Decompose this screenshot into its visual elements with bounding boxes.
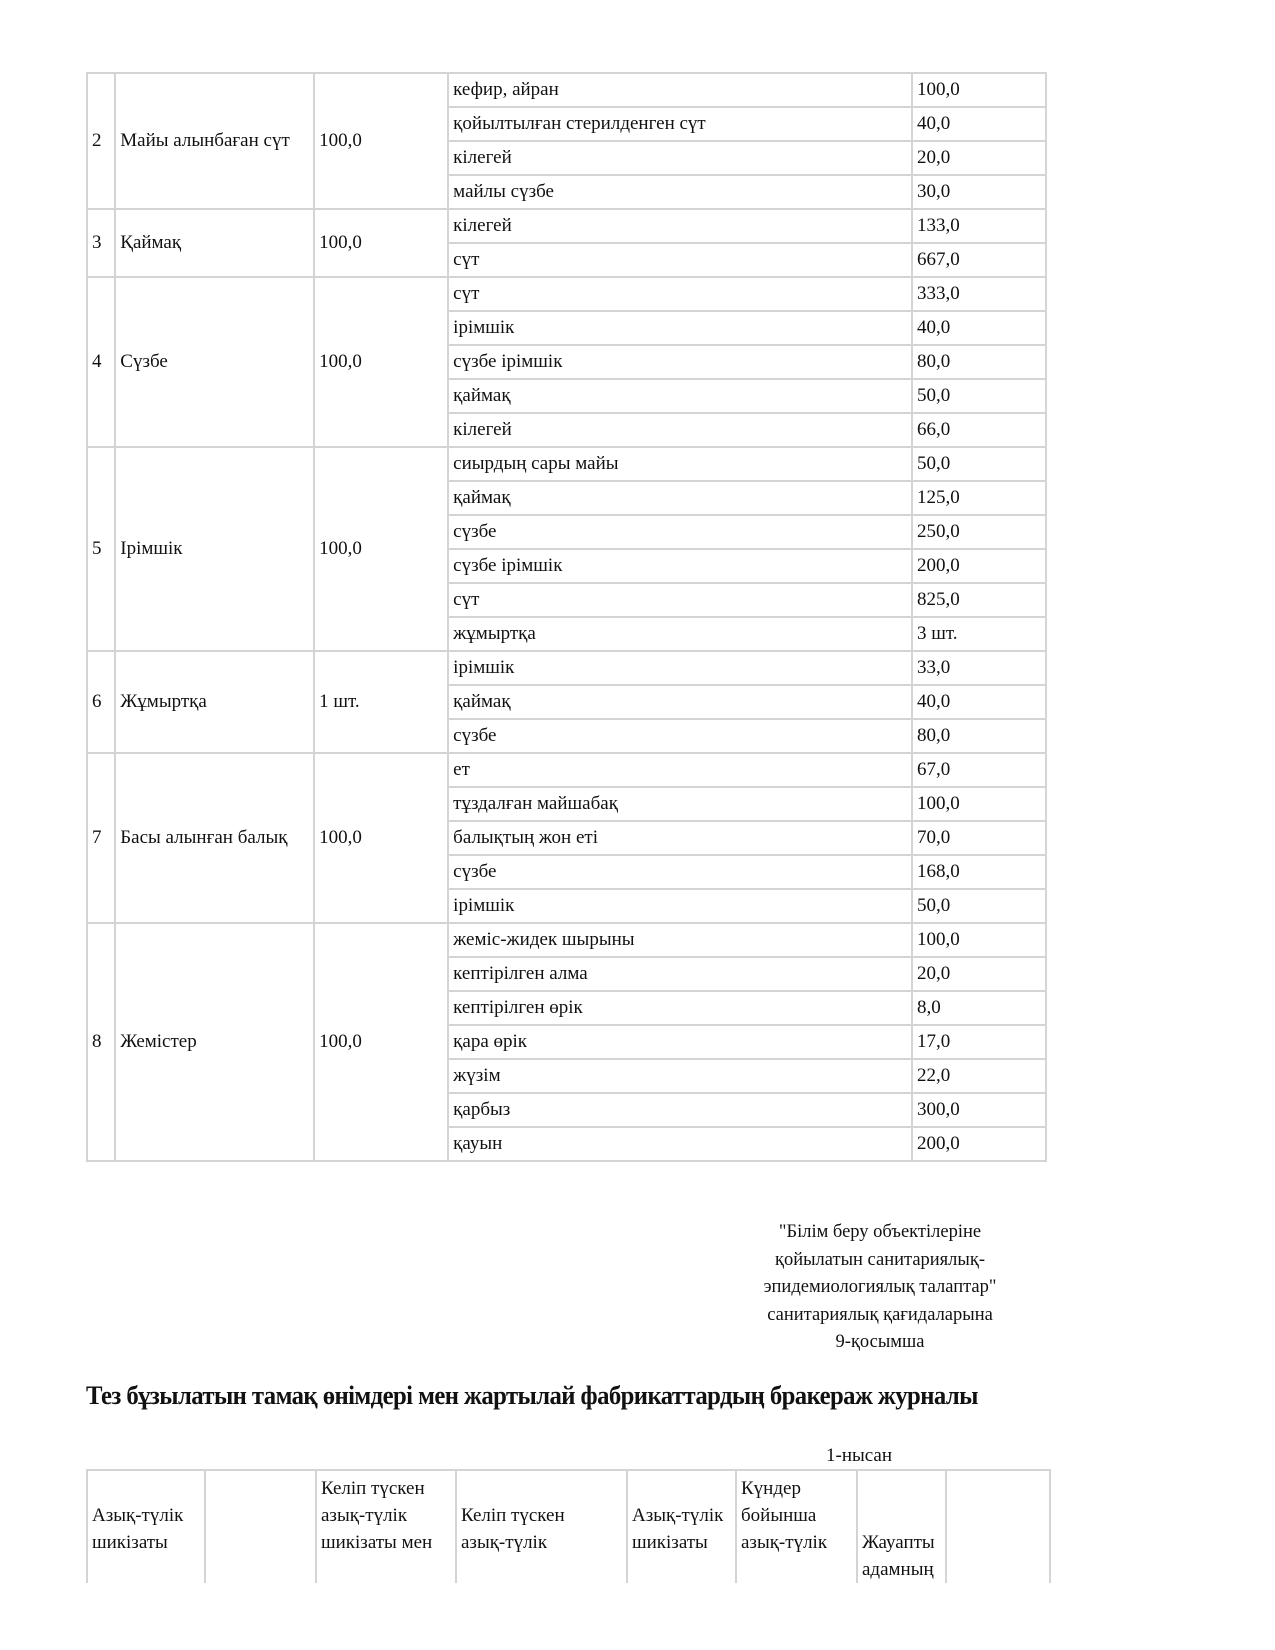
substitute-value: 50,0: [912, 379, 1046, 413]
substitute-name: сиырдың сары майы: [448, 447, 912, 481]
product-name: Майы алынбаған сүт: [115, 73, 314, 209]
row-number: 6: [87, 651, 115, 753]
substitute-name: жүзім: [448, 1059, 912, 1093]
journal-table: [86, 1469, 1051, 1583]
journal-header-line: Келіп түскен: [321, 1478, 425, 1499]
substitute-value: 40,0: [912, 311, 1046, 345]
journal-header-line: [951, 1529, 1045, 1556]
substitute-name: қарбыз: [448, 1093, 912, 1127]
journal-header-line: бойынша: [741, 1505, 817, 1526]
journal-header-line: шикізаты: [92, 1532, 168, 1553]
journal-header-line: азық-түлік: [321, 1505, 408, 1526]
substitute-name: кептірілген алма: [448, 957, 912, 991]
substitute-name: ет: [448, 753, 912, 787]
substitute-name: жұмыртқа: [448, 617, 912, 651]
substitute-value: 100,0: [912, 923, 1046, 957]
substitute-name: қаймақ: [448, 379, 912, 413]
row-number: 2: [87, 73, 115, 209]
substitute-value: 200,0: [912, 549, 1046, 583]
substitute-value: 3 шт.: [912, 617, 1046, 651]
journal-header-line: [862, 1502, 941, 1529]
table-row: [87, 447, 1046, 481]
journal-title: Тез бұзылатын тамақ өнімдері мен жартылай фабрикаттардың бракераж журналы: [86, 1381, 978, 1410]
table-row: [87, 209, 1046, 243]
row-number: 7: [87, 753, 115, 923]
substitute-name: сүзбе ірімшік: [448, 345, 912, 379]
table-row: [87, 651, 1046, 685]
substitute-value: 40,0: [912, 107, 1046, 141]
journal-header-cell: [316, 1470, 456, 1583]
journal-header-line: Күндер: [741, 1478, 801, 1499]
substitute-name: сүт: [448, 277, 912, 311]
table-row: [87, 753, 1046, 787]
substitute-value: 20,0: [912, 957, 1046, 991]
substitute-value: 80,0: [912, 719, 1046, 753]
substitute-value: 50,0: [912, 889, 1046, 923]
substitute-name: ірімшік: [448, 311, 912, 345]
product-name: Жемістер: [115, 923, 314, 1161]
substitute-value: 8,0: [912, 991, 1046, 1025]
substitute-value: 70,0: [912, 821, 1046, 855]
appendix-note: [730, 1219, 1030, 1357]
journal-header-line: Азық-түлік: [92, 1505, 184, 1526]
substitute-name: қаймақ: [448, 685, 912, 719]
row-number: 5: [87, 447, 115, 651]
substitute-value: 300,0: [912, 1093, 1046, 1127]
journal-header-line: адамның: [862, 1559, 934, 1580]
table-row: [87, 923, 1046, 957]
product-amount: 1 шт.: [314, 651, 448, 753]
product-amount: 100,0: [314, 753, 448, 923]
substitute-name: ірімшік: [448, 889, 912, 923]
appendix-note-line: эпидемиологиялық талаптар": [763, 1277, 997, 1297]
substitute-name: ірімшік: [448, 651, 912, 685]
substitute-name: балықтың жон еті: [448, 821, 912, 855]
substitute-name: кілегей: [448, 141, 912, 175]
journal-header-cell: [857, 1470, 946, 1583]
journal-header-line: [210, 1475, 311, 1502]
substitute-name: жеміс-жидек шырыны: [448, 923, 912, 957]
journal-header-cell: [87, 1470, 205, 1583]
product-name: Ірімшік: [115, 447, 314, 651]
journal-header-cell: [736, 1470, 857, 1583]
journal-header-line: [951, 1502, 1045, 1529]
journal-header-line: Жауапты: [862, 1532, 935, 1553]
journal-header-line: [461, 1475, 622, 1502]
table-row: [87, 277, 1046, 311]
substitute-name: сүзбе: [448, 515, 912, 549]
substitute-value: 133,0: [912, 209, 1046, 243]
journal-header-line: азық-түлік: [461, 1532, 548, 1553]
substitute-value: 100,0: [912, 73, 1046, 107]
journal-header-line: [210, 1529, 311, 1556]
product-name: Сүзбе: [115, 277, 314, 447]
journal-header-line: [92, 1475, 200, 1502]
substitute-name: кефир, айран: [448, 73, 912, 107]
substitute-value: 825,0: [912, 583, 1046, 617]
journal-header-line: [862, 1475, 941, 1502]
journal-header-line: [210, 1502, 311, 1529]
product-amount: 100,0: [314, 73, 448, 209]
substitute-name: майлы сүзбе: [448, 175, 912, 209]
substitute-value: 33,0: [912, 651, 1046, 685]
substitute-name: кілегей: [448, 209, 912, 243]
product-amount: 100,0: [314, 277, 448, 447]
substitute-value: 17,0: [912, 1025, 1046, 1059]
substitute-value: 168,0: [912, 855, 1046, 889]
journal-header-cell: [456, 1470, 627, 1583]
product-name: Жұмыртқа: [115, 651, 314, 753]
journal-header-line: шикізаты: [632, 1532, 708, 1553]
substitute-value: 333,0: [912, 277, 1046, 311]
product-amount: 100,0: [314, 923, 448, 1161]
appendix-note-line: қойылатын санитариялық-: [774, 1249, 985, 1270]
substitute-value: 40,0: [912, 685, 1046, 719]
row-number: 3: [87, 209, 115, 277]
product-amount: 100,0: [314, 447, 448, 651]
table-row: [87, 73, 1046, 107]
product-amount: 100,0: [314, 209, 448, 277]
journal-header-cell: [946, 1470, 1050, 1583]
journal-header-cell: [627, 1470, 736, 1583]
journal-header-line: [632, 1475, 731, 1502]
substitute-value: 20,0: [912, 141, 1046, 175]
substitute-name: кептірілген өрік: [448, 991, 912, 1025]
substitute-name: сүзбе: [448, 719, 912, 753]
journal-header-line: Келіп түскен: [461, 1505, 565, 1526]
substitute-name: сүт: [448, 243, 912, 277]
substitute-value: 80,0: [912, 345, 1046, 379]
product-name: Қаймақ: [115, 209, 314, 277]
substitute-value: 100,0: [912, 787, 1046, 821]
journal-header-row: [87, 1470, 1050, 1583]
substitute-name: қаймақ: [448, 481, 912, 515]
substitute-value: 66,0: [912, 413, 1046, 447]
substitute-value: 67,0: [912, 753, 1046, 787]
substitution-table: [86, 72, 1047, 1162]
row-number: 8: [87, 923, 115, 1161]
journal-header-line: Азық-түлік: [632, 1505, 724, 1526]
substitute-value: 667,0: [912, 243, 1046, 277]
substitute-value: 250,0: [912, 515, 1046, 549]
product-name: Басы алынған балық: [115, 753, 314, 923]
substitute-name: сүт: [448, 583, 912, 617]
substitute-value: 125,0: [912, 481, 1046, 515]
substitute-name: тұздалған майшабақ: [448, 787, 912, 821]
substitute-name: сүзбе: [448, 855, 912, 889]
substitute-name: кілегей: [448, 413, 912, 447]
substitute-value: 30,0: [912, 175, 1046, 209]
journal-header-line: азық-түлік: [741, 1532, 828, 1553]
appendix-note-line: "Білім беру объектілеріне: [778, 1222, 982, 1242]
form-number: 1-нысан: [826, 1445, 893, 1466]
journal-header-line: [951, 1475, 1045, 1502]
substitute-name: қауын: [448, 1127, 912, 1161]
appendix-note-line: 9-қосымша: [835, 1332, 925, 1352]
row-number: 4: [87, 277, 115, 447]
journal-header-cell: [205, 1470, 316, 1583]
journal-header-line: шикізаты мен: [321, 1532, 433, 1553]
substitute-name: сүзбе ірімшік: [448, 549, 912, 583]
substitute-name: қара өрік: [448, 1025, 912, 1059]
appendix-note-line: санитариялық қағидаларына: [767, 1304, 993, 1325]
substitute-value: 50,0: [912, 447, 1046, 481]
substitute-name: қойылтылған стерилденген сүт: [448, 107, 912, 141]
substitute-value: 22,0: [912, 1059, 1046, 1093]
substitute-value: 200,0: [912, 1127, 1046, 1161]
